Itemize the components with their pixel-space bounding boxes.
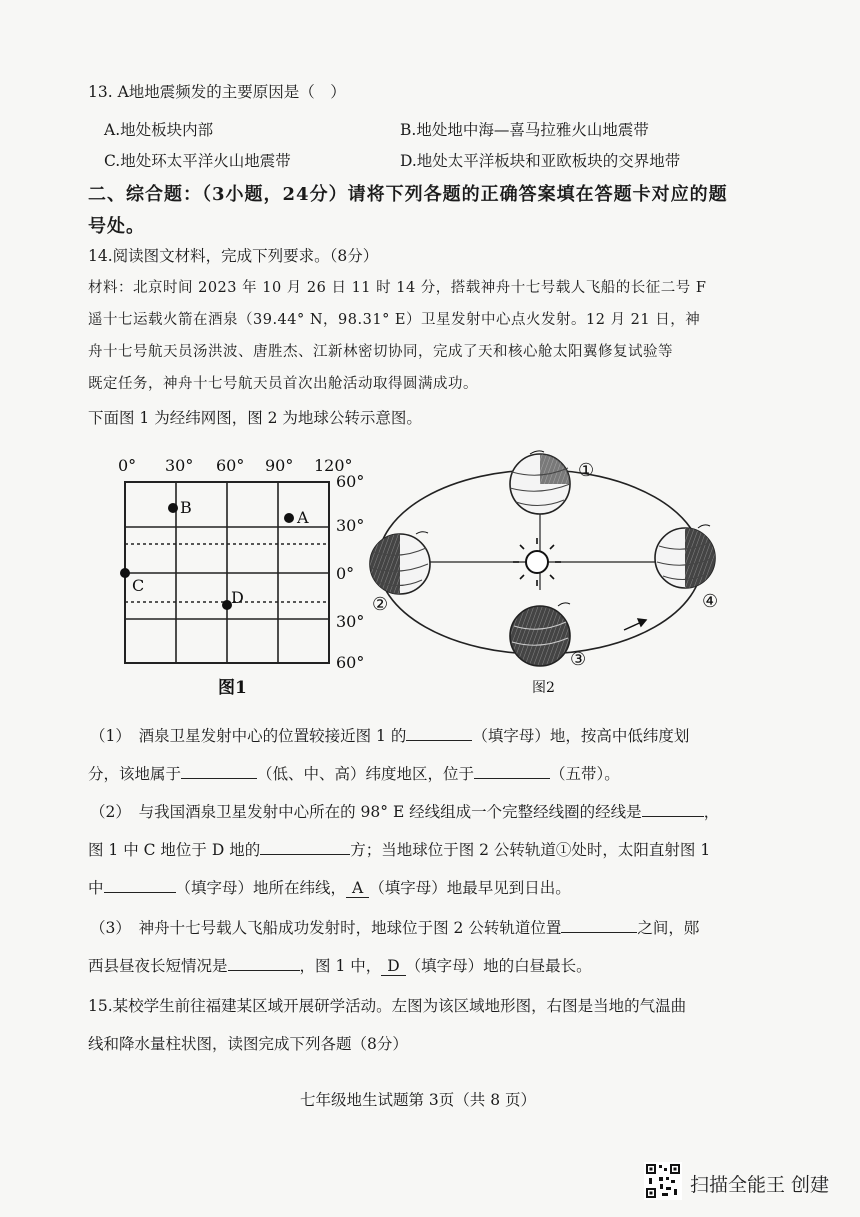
q13-option-d: D.地处太平洋板块和亚欧板块的交界地带 <box>400 152 681 170</box>
sub1-text-b: （填字母）地，按高中低纬度划 <box>472 727 690 745</box>
sub3-text-c: 西县昼夜长短情况是 <box>88 957 228 975</box>
sub2-blank-direction[interactable] <box>260 839 350 856</box>
q13-option-a: A.地处板块内部 <box>104 121 214 139</box>
q14-material-line1: 材料：北京时间 2023 年 10 月 26 日 11 时 14 分，搭载神舟十七号载人飞船的长征二号 F <box>88 280 707 296</box>
revolution-arrow-icon <box>624 619 646 630</box>
q14-stem: 14.阅读图文材料，完成下列要求。（8分） <box>88 247 379 265</box>
section2-heading-line2: 号处。 <box>88 216 145 237</box>
sub3-text-b: 之间，郧 <box>637 919 700 937</box>
position-1-label: ① <box>578 460 595 481</box>
lat-label-60s: 60° <box>336 653 365 672</box>
position-3-label: ③ <box>570 649 587 670</box>
point-c-label: C <box>132 576 145 595</box>
point-d-label: D <box>231 588 244 607</box>
earth-position-4 <box>655 525 715 588</box>
sub2-line1 <box>90 800 719 822</box>
lat-label-60n: 60° <box>336 472 365 491</box>
sub1-text-c: 分，该地属于 <box>88 765 182 783</box>
earth-position-2 <box>370 532 430 594</box>
sub1-blank-five-zones[interactable] <box>474 763 550 780</box>
sub2-text-a: （2） 与我国酒泉卫星发射中心所在的 98° E 经线组成一个完整经线圈的经线是 <box>90 803 642 821</box>
q15-line1: 15.某校学生前往福建某区域开展研学活动。左图为该区域地形图，右图是当地的气温曲 <box>88 997 687 1015</box>
q13-stem: 13. A地地震频发的主要原因是（ ） <box>88 83 346 101</box>
sub2-text-e: 中 <box>88 879 104 897</box>
sub3-text-a: （3） 神舟十七号载人飞船成功发射时，地球位于图 2 公转轨道位置 <box>90 919 562 937</box>
point-a-label: A <box>297 508 309 527</box>
position-4-label: ④ <box>702 591 719 612</box>
sub2-text-d: 方；当地球位于图 2 公转轨道①处时，太阳直射图 1 <box>350 841 711 859</box>
sub2-text-c: 图 1 中 C 地位于 D 地的 <box>88 841 261 859</box>
sub1-blank-letter[interactable] <box>406 725 472 742</box>
sub2-line2 <box>88 838 710 860</box>
qr-code-icon <box>644 1162 682 1200</box>
sub3-blank-day-length[interactable] <box>228 955 300 972</box>
q14-material-line2: 遥十七运载火箭在酒泉（39.44° N，98.31° E）卫星发射中心点火发射。12 月 21 日，神 <box>88 312 701 328</box>
position-2-label: ② <box>372 594 389 615</box>
point-b-label: B <box>180 498 192 517</box>
sub1-line1 <box>90 724 689 746</box>
sub3-text-e: （填字母）地的白昼最长。 <box>405 957 592 975</box>
sub1-text-a: （1） 酒泉卫星发射中心的位置较接近图 1 的 <box>90 727 407 745</box>
sub1-blank-latitude-zone[interactable] <box>181 763 257 780</box>
scanner-watermark: 扫描全能王 创建 <box>690 1174 830 1196</box>
lon-label-120: 120° <box>314 456 353 475</box>
sub2-text-g: （填字母）地最早见到日出。 <box>369 879 571 897</box>
sub2-blank-direct-sun[interactable] <box>104 877 176 894</box>
point-a-dot <box>284 513 294 523</box>
section2-heading-line1: 二、综合题：（3小题，24分）请将下列各题的正确答案填在答题卡对应的题 <box>88 184 728 205</box>
q13-option-b: B.地处地中海—喜马拉雅火山地震带 <box>400 121 649 139</box>
lat-label-0: 0° <box>336 564 355 583</box>
sub3-line2 <box>88 954 592 976</box>
q15-line2: 线和降水量柱状图，读图完成下列各题（8分） <box>88 1035 408 1053</box>
sub3-line1 <box>90 916 699 938</box>
sub3-text-d: ，图 1 中， <box>299 957 382 975</box>
lon-label-0: 0° <box>118 456 137 475</box>
sub2-blank-meridian[interactable] <box>642 801 704 818</box>
figure1-graticule <box>110 455 370 700</box>
figure2-earth-revolution <box>360 440 730 705</box>
q14-figure-intro: 下面图 1 为经纬网图，图 2 为地球公转示意图。 <box>88 409 422 427</box>
q14-material-line4: 既定任务，神舟十七号航天员首次出舱活动取得圆满成功。 <box>88 376 478 392</box>
lon-label-90: 90° <box>265 456 294 475</box>
sub1-text-e: （五带）。 <box>550 765 620 783</box>
sub3-answer-longest-day[interactable]: D <box>381 957 405 976</box>
earth-position-3 <box>510 603 570 666</box>
page-footer: 七年级地生试题第 3页（共 8 页） <box>300 1091 537 1109</box>
sub1-text-d: （低、中、高）纬度地区，位于 <box>257 765 475 783</box>
q13-option-c: C.地处环太平洋火山地震带 <box>104 152 291 170</box>
q14-material-line3: 舟十七号航天员汤洪波、唐胜杰、江新林密切协同，完成了天和核心舱太阳翼修复试验等 <box>88 344 673 360</box>
lat-label-30s: 30° <box>336 612 365 631</box>
sub2-text-b: ， <box>703 803 720 821</box>
lat-label-30n: 30° <box>336 516 365 535</box>
figure2-caption: 图2 <box>532 680 555 696</box>
sub2-answer-sunrise[interactable]: A <box>346 879 369 898</box>
sub3-blank-orbit-position[interactable] <box>561 917 637 934</box>
earth-position-1 <box>510 451 570 514</box>
sub2-line3 <box>88 876 571 898</box>
point-b-dot <box>168 503 178 513</box>
lon-label-30: 30° <box>165 456 194 475</box>
lon-label-60: 60° <box>216 456 245 475</box>
sub2-text-f: （填字母）地所在纬线， <box>175 879 347 897</box>
point-c-dot <box>120 568 130 578</box>
figure1-caption: 图1 <box>218 678 247 698</box>
sub1-line2 <box>88 762 620 784</box>
